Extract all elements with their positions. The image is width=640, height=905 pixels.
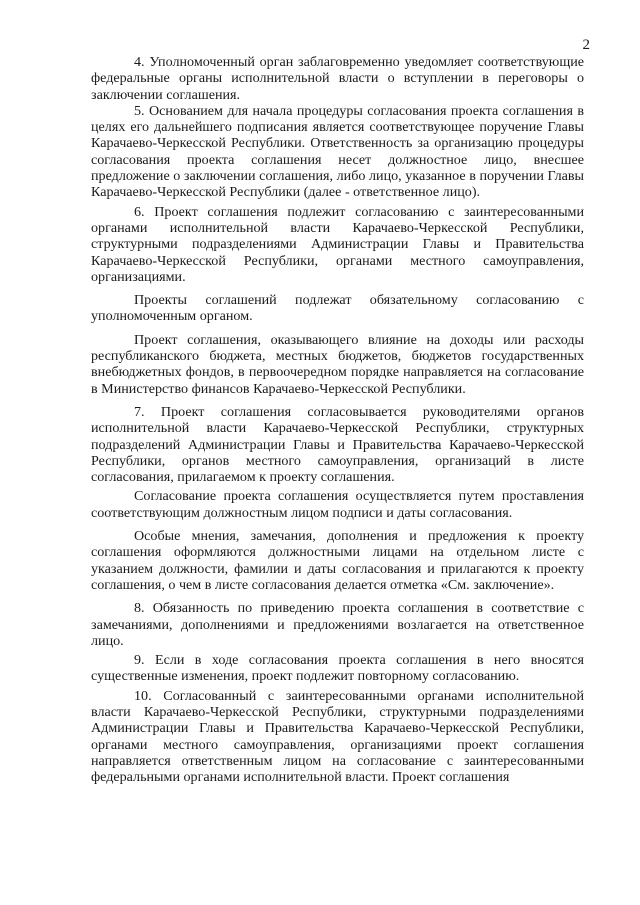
paragraph-10: 10. Согласованный с заинтересованными органами исполнительной власти Карачаево-Черкесской Республики, структурными подразделениями Администрации Главы и Правительства Карачаево-Черкесской Республики, органами местного самоуправления, организациями проект соглашения направляется ответственным лицом на согласование с заинтересованными федеральными органами исполнительной власти. Проект соглашения [91, 687, 584, 786]
paragraph-5: 5. Основанием для начала процедуры согласования проекта соглашения в целях его дальнейшего подписания является соответствующее поручение Главы Карачаево-Черкесской Республики. Ответственность за организацию процедуры согласования проекта соглашения несет должностное лицо, внесшее предложение о заключении соглашения, либо лицо, указанное в поручении Главы Карачаево-Черкесской Республики (далее - ответственное лицо). [91, 102, 584, 201]
paragraph-6-budget-approval: Проект соглашения, оказывающего влияние на доходы или расходы республиканского бюджета, местных бюджетов, бюджетов государственных внебюджетных фондов, в первоочередном порядке направляется на согласование в Министерство финансов Карачаево-Черкесской Республики. [91, 331, 584, 397]
paragraph-4: 4. Уполномоченный орган заблаговременно уведомляет соответствующие федеральные органы исполнительной власти о вступлении в переговоры о заключении соглашения. [91, 54, 584, 103]
paragraph-7-special-opinions: Особые мнения, замечания, дополнения и предложения к проекту соглашения оформляются должностными лицами на отдельном листе с указанием должности, фамилии и даты согласования и прилагаются к проекту соглашения, о чем в листе согласования делается отметка «См. заключение». [91, 528, 584, 593]
page-number: 2 [582, 37, 590, 53]
paragraph-7: 7. Проект соглашения согласовывается руководителями органов исполнительной власти Карачаево-Черкесской Республики, структурных подразделений Администрации Главы и Правительства Карачаево-Черкесской Республики, органов местного самоуправления, организаций в листе согласования, прилагаемом к проекту соглашения. [91, 403, 584, 486]
paragraph-7-signature: Согласование проекта соглашения осуществляется путем проставления соответствующим должностным лицом подписи и даты согласования. [91, 488, 584, 521]
paragraph-6: 6. Проект соглашения подлежит согласованию с заинтересованными органами исполнительной власти Карачаево-Черкесской Республики, структурными подразделениями Администрации Главы и Правительства Карачаево-Черкесской Республики, органами местного самоуправления, организациями. [91, 203, 584, 285]
paragraph-9: 9. Если в ходе согласования проекта соглашения в него вносятся существенные изменения, проект подлежит повторному согласованию. [91, 652, 584, 685]
paragraph-8: 8. Обязанность по приведению проекта соглашения в соответствие с замечаниями, дополнениями и предложениями возлагается на ответственное лицо. [91, 600, 584, 649]
document-body [91, 54, 584, 785]
paragraph-6-mandatory-approval: Проекты соглашений подлежат обязательному согласованию с уполномоченным органом. [91, 292, 584, 325]
